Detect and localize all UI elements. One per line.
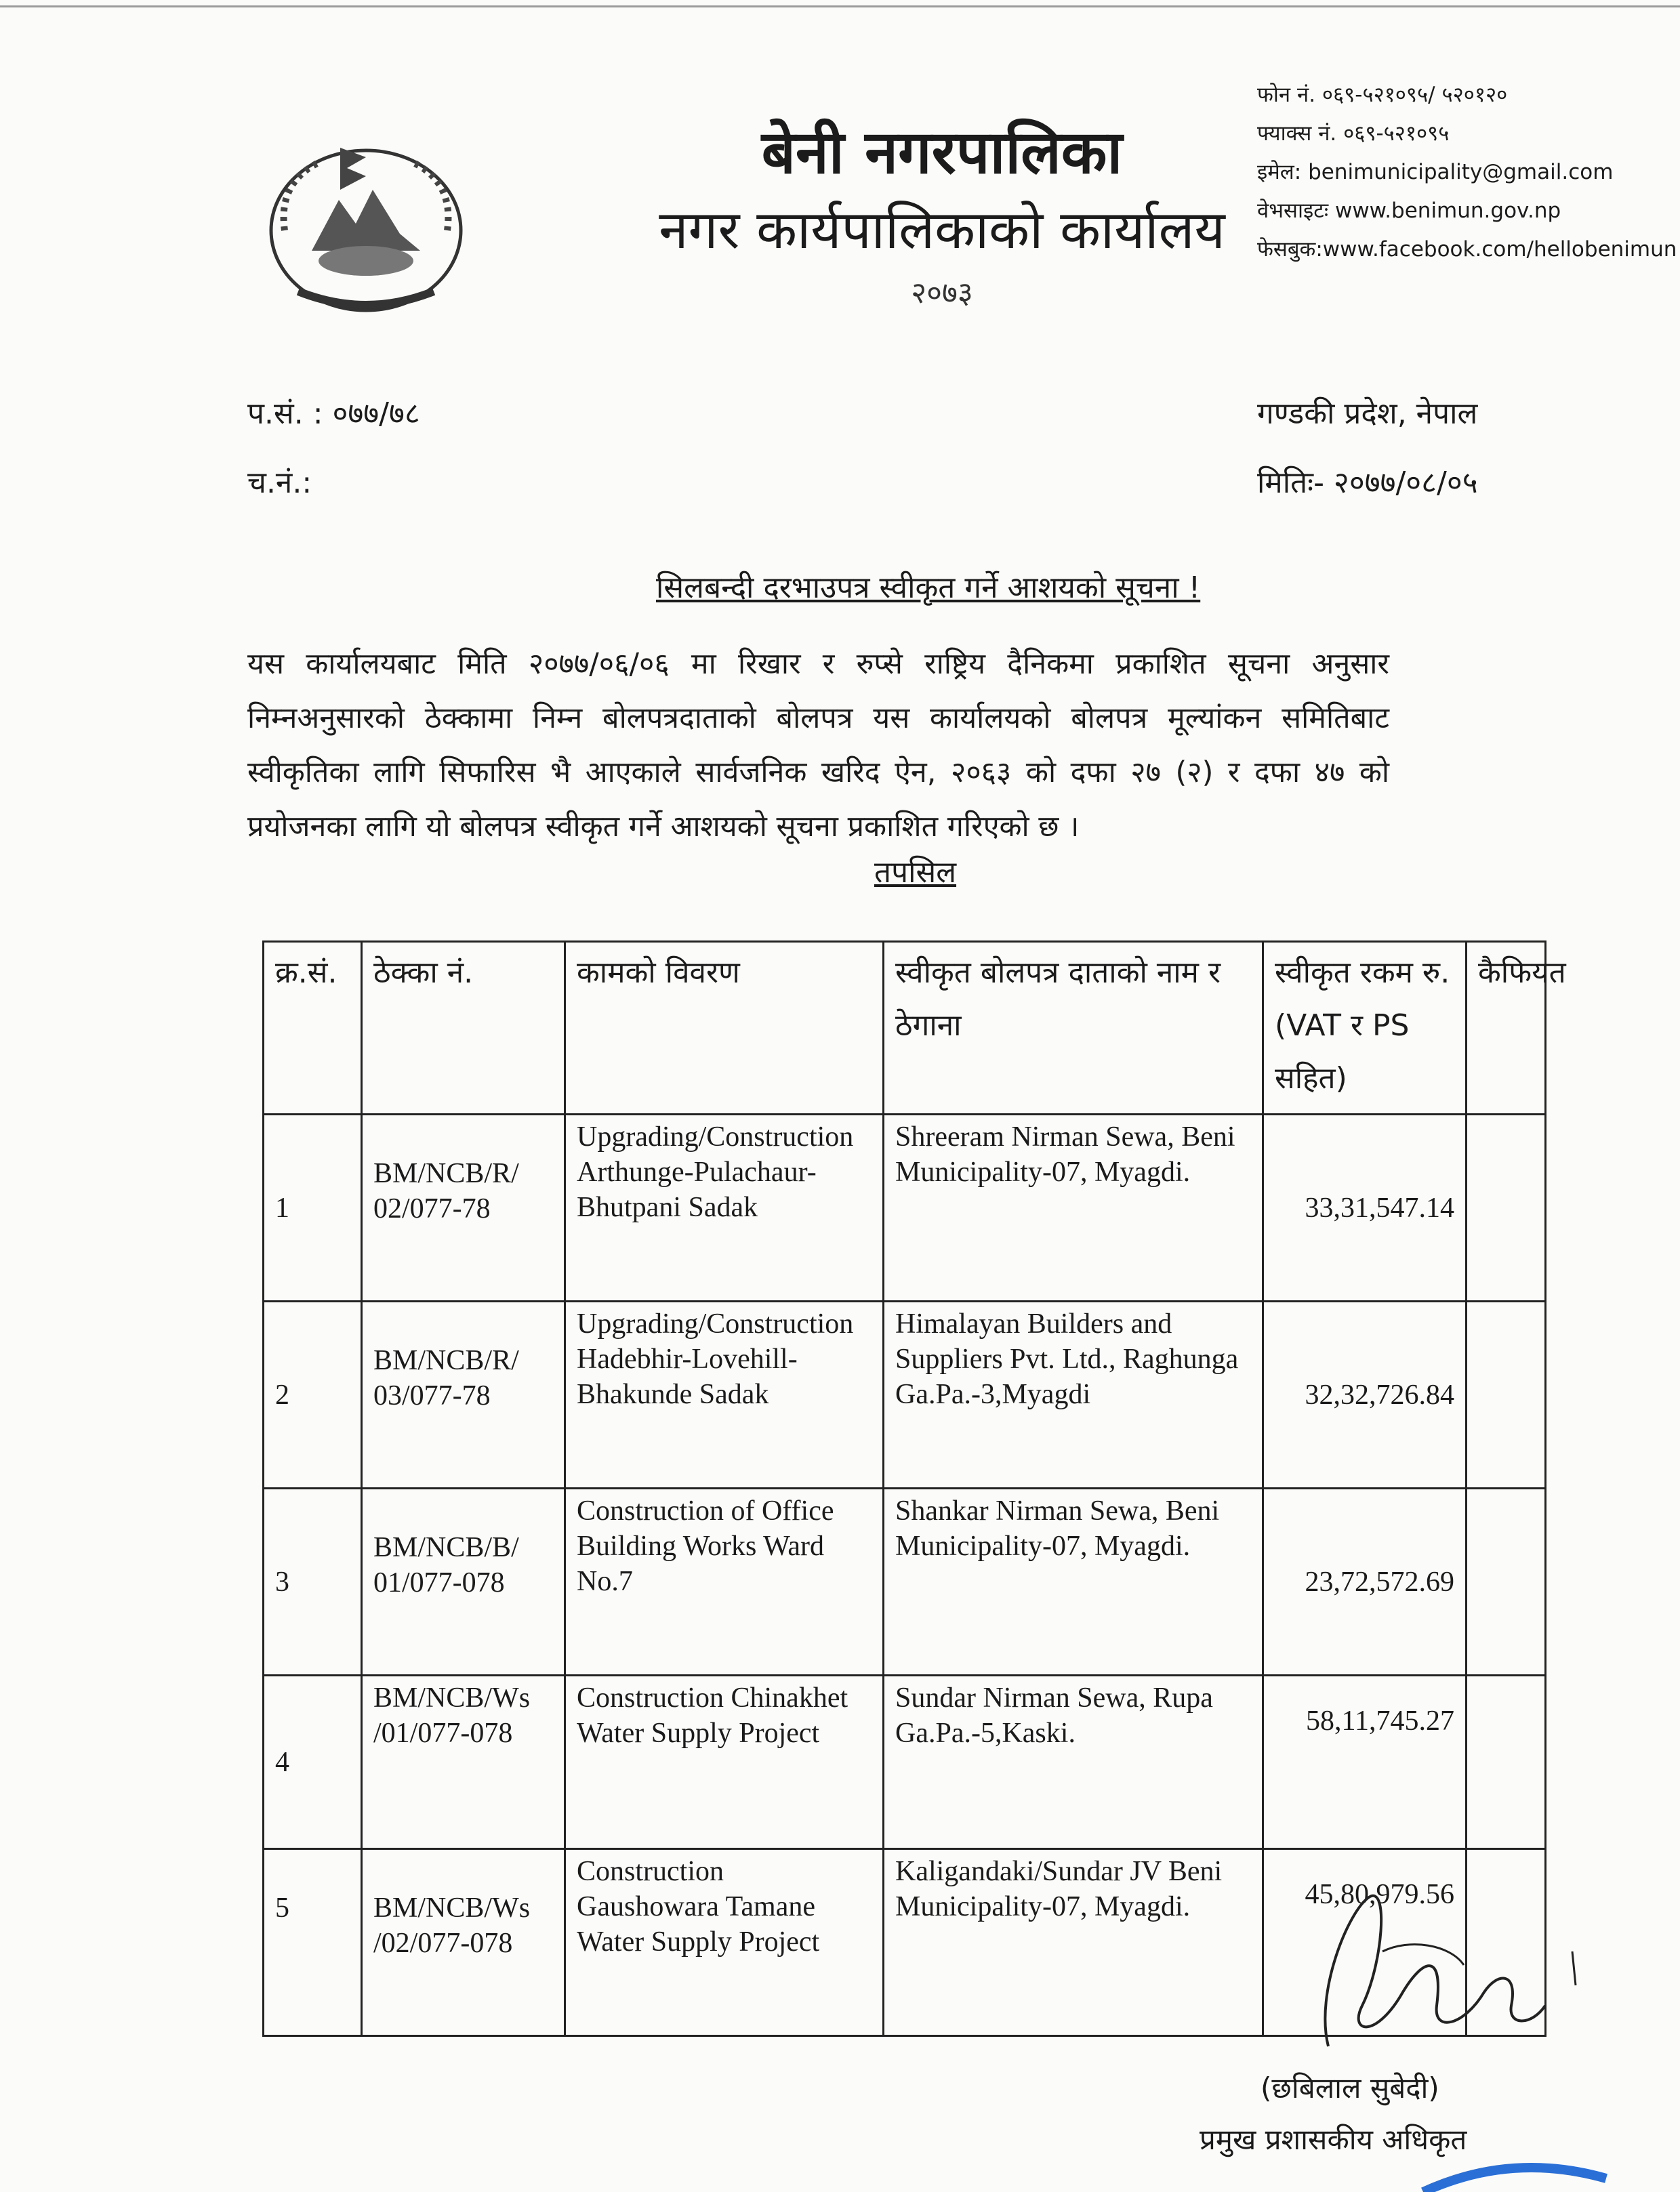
cell-contract-no: BM/NCB/R/ 02/077-78 bbox=[362, 1115, 565, 1302]
government-emblem-icon bbox=[264, 136, 468, 318]
cell-amount: 45,80,979.56 bbox=[1263, 1849, 1467, 2036]
cell-contract-no: BM/NCB/Ws /02/077-078 bbox=[362, 1849, 565, 2036]
cell-remarks bbox=[1467, 1676, 1546, 1849]
website-text: वेभसाइटः www.benimun.gov.np bbox=[1257, 199, 1561, 223]
facebook-text: फेसबुक:www.facebook.com/hellobenimun bbox=[1257, 237, 1677, 262]
table-row bbox=[264, 1489, 1546, 1676]
cell-bidder: Sundar Nirman Sewa, Rupa Ga.Pa.-5,Kaski. bbox=[884, 1676, 1263, 1849]
cell-contract-no: BM/NCB/Ws /01/077-078 bbox=[362, 1676, 565, 1849]
cell-sn: 5 bbox=[264, 1849, 362, 2036]
cell-work: Upgrading/Construction Hadebhir-Lovehill-Bhakunde Sadak bbox=[565, 1302, 884, 1489]
table-row bbox=[264, 1115, 1546, 1302]
table-header-row bbox=[264, 942, 1546, 1115]
cell-remarks bbox=[1467, 1489, 1546, 1676]
cell-bidder: Himalayan Builders and Suppliers Pvt. Ltd., Raghunga Ga.Pa.-3,Myagdi bbox=[884, 1302, 1263, 1489]
cell-bidder: Shankar Nirman Sewa, Beni Municipality-07, Myagdi. bbox=[884, 1489, 1263, 1676]
phone-text: फोन नं. ०६९-५२१०९५/ ५२०१२० bbox=[1257, 83, 1508, 107]
contact-block bbox=[1257, 76, 1677, 269]
cell-amount: 33,31,547.14 bbox=[1263, 1115, 1467, 1302]
notice-title: सिलबन्दी दरभाउपत्र स्वीकृत गर्ने आशयको सूचना ! bbox=[656, 571, 1201, 605]
cell-amount: 23,72,572.69 bbox=[1263, 1489, 1467, 1676]
col-header-contract-no: ठेक्का नं. bbox=[362, 942, 565, 1115]
cell-work: Construction Chinakhet Water Supply Project bbox=[565, 1676, 884, 1849]
cell-bidder: Kaligandaki/Sundar JV Beni Municipality-07, Myagdi. bbox=[884, 1849, 1263, 2036]
col-header-sn: क्र.सं. bbox=[264, 942, 362, 1115]
dispatch-number: च.नं.: bbox=[247, 466, 312, 500]
email-text: इमेल: benimunicipality@gmail.com bbox=[1257, 160, 1614, 184]
col-header-work: कामको विवरण bbox=[565, 942, 884, 1115]
fax-text: फ्याक्स नं. ०६९-५२१०९५ bbox=[1257, 121, 1450, 146]
cell-work: Construction Gaushowara Tamane Water Supply Project bbox=[565, 1849, 884, 2036]
cell-sn: 3 bbox=[264, 1489, 362, 1676]
office-letterhead bbox=[583, 112, 1301, 312]
municipality-name: बेनी नगरपालिका bbox=[761, 117, 1123, 187]
notice-body: यस कार्यालयबाट मिति २०७७/०६/०६ मा रिखार र रुप्से राष्ट्रिय दैनिकमा प्रकाशित सूचना अनुसार निम्नअनुसारको ठेक्कामा निम्न बोलपत्रदाताको बोलपत्र यस कार्यालयको बोलपत्र मूल्यांकन समितिबाट स्वीकृतिका लागि सिफारिस भै आएकाले सार्वजनिक खरिद ऐन, २०६३ को दफा २७ (२) र दफा ४७ को प्रयोजनका लागि यो बोलपत्र स्वीकृत गर्ने आशयको सूचना प्रकाशित गरिएको छ । bbox=[247, 647, 1389, 844]
col-header-remarks: कैफियत bbox=[1467, 942, 1546, 1115]
cell-work: Upgrading/Construction Arthunge-Pulachaur-Bhutpani Sadak bbox=[565, 1115, 884, 1302]
cell-amount: 32,32,726.84 bbox=[1263, 1302, 1467, 1489]
signatory-name: (छबिलाल सुबेदी) bbox=[1261, 2071, 1439, 2105]
cell-sn: 1 bbox=[264, 1115, 362, 1302]
annex-heading: तपसिल bbox=[874, 855, 957, 890]
scan-edge-line bbox=[0, 5, 1680, 7]
province-address: गण्डकी प्रदेश, नेपाल bbox=[1257, 396, 1478, 431]
cell-contract-no: BM/NCB/B/ 01/077-078 bbox=[362, 1489, 565, 1676]
letter-date: मितिः- २०७७/०८/०५ bbox=[1257, 466, 1478, 500]
established-year: २०७३ bbox=[911, 276, 973, 310]
cell-remarks bbox=[1467, 1302, 1546, 1489]
cell-contract-no: BM/NCB/R/ 03/077-78 bbox=[362, 1302, 565, 1489]
cell-sn: 4 bbox=[264, 1676, 362, 1849]
cell-work: Construction of Office Building Works Ward No.7 bbox=[565, 1489, 884, 1676]
letter-number: प.सं. : ०७७/७८ bbox=[247, 396, 420, 431]
cell-bidder: Shreeram Nirman Sewa, Beni Municipality-07, Myagdi. bbox=[884, 1115, 1263, 1302]
cell-amount: 58,11,745.27 bbox=[1263, 1676, 1467, 1849]
office-name: नगर कार्यपालिकाको कार्यालय bbox=[659, 200, 1225, 261]
col-header-amount: स्वीकृत रकम रु. (VAT र PS सहित) bbox=[1263, 942, 1467, 1115]
table-row bbox=[264, 1302, 1546, 1489]
cell-sn: 2 bbox=[264, 1302, 362, 1489]
signatory-designation: प्रमुख प्रशासकीय अधिकृत bbox=[1200, 2123, 1467, 2156]
table-row bbox=[264, 1676, 1546, 1849]
col-header-bidder: स्वीकृत बोलपत्र दाताको नाम र ठेगाना bbox=[884, 942, 1263, 1115]
partial-stamp-mark bbox=[1410, 2151, 1613, 2192]
handwritten-signature bbox=[1288, 1870, 1613, 2087]
cell-remarks bbox=[1467, 1115, 1546, 1302]
